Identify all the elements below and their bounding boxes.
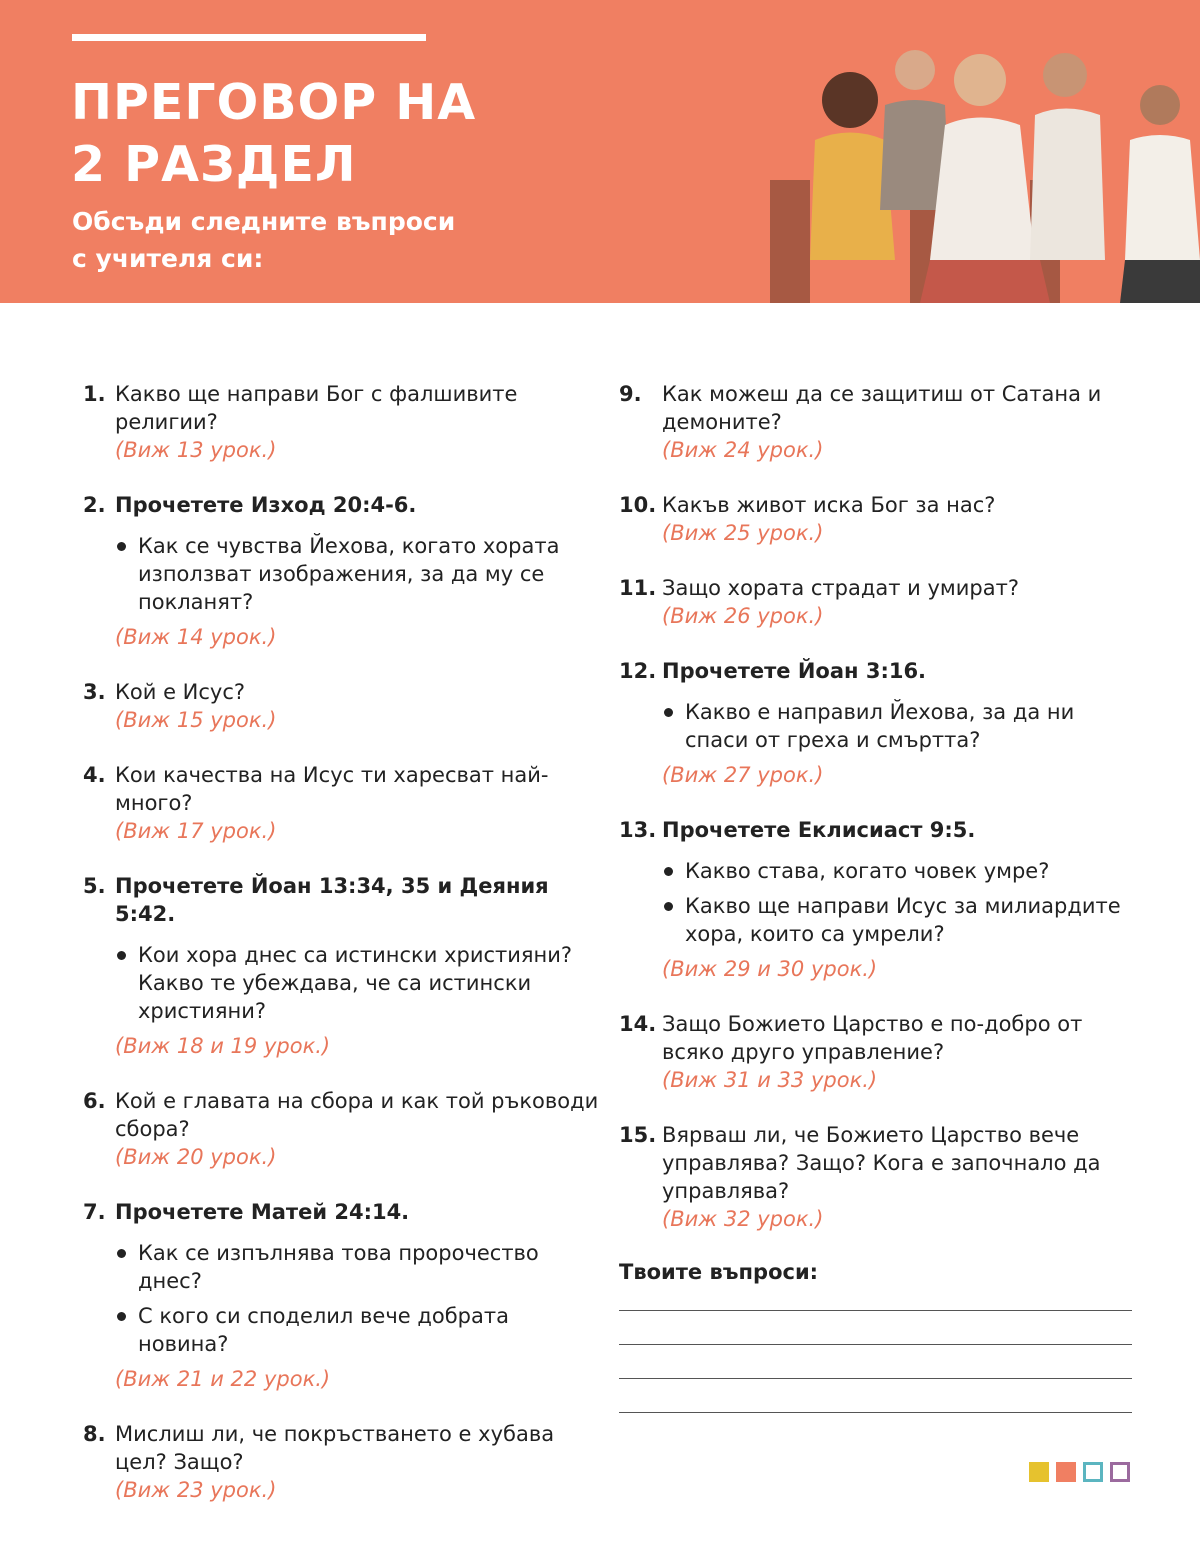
question-item bbox=[619, 380, 1139, 464]
question-text: Кои качества на Исус ти харесват най-много? bbox=[115, 763, 549, 815]
question-number: 15. bbox=[619, 1123, 657, 1147]
question-number: 14. bbox=[619, 1012, 657, 1036]
question-text: Прочетете Матей 24:14. bbox=[115, 1200, 410, 1224]
question-number: 1. bbox=[83, 382, 106, 406]
bullet-list bbox=[662, 698, 1139, 754]
question-item bbox=[83, 491, 603, 651]
question-text: Прочетете Йоан 3:16. bbox=[662, 659, 927, 683]
question-body bbox=[115, 678, 603, 734]
square-outline-purple bbox=[1110, 1462, 1130, 1482]
question-item bbox=[83, 761, 603, 845]
question-text: Какъв живот иска Бог за нас? bbox=[662, 493, 996, 517]
question-item bbox=[619, 816, 1139, 983]
question-number: 12. bbox=[619, 659, 657, 683]
question-body bbox=[115, 380, 603, 464]
question-number: 3. bbox=[83, 680, 106, 704]
question-item bbox=[83, 1087, 603, 1171]
question-number: 7. bbox=[83, 1200, 106, 1224]
question-body bbox=[662, 380, 1139, 464]
lesson-reference: (Виж 14 урок.) bbox=[115, 625, 277, 649]
question-item bbox=[83, 1420, 603, 1504]
title-line-2: 2 РАЗДЕЛ bbox=[71, 136, 357, 193]
subtitle-line-1: Обсъди следните въпроси bbox=[72, 207, 456, 236]
question-body bbox=[115, 1198, 603, 1393]
question-item bbox=[83, 872, 603, 1060]
question-body bbox=[662, 657, 1139, 789]
lesson-reference: (Виж 29 и 30 урок.) bbox=[662, 957, 878, 981]
question-text: Кой е главата на сбора и как той ръководи сбора? bbox=[115, 1089, 599, 1141]
question-number: 6. bbox=[83, 1089, 106, 1113]
question-body bbox=[662, 574, 1139, 630]
question-body bbox=[115, 761, 603, 845]
bullet-item: Какво ще направи Исус за милиардите хора, които са умрели? bbox=[662, 892, 1139, 948]
question-text: Защо хората страдат и умират? bbox=[662, 576, 1019, 600]
question-body bbox=[662, 1121, 1139, 1233]
lesson-reference: (Виж 23 урок.) bbox=[115, 1478, 277, 1502]
question-body bbox=[662, 1010, 1139, 1094]
lesson-reference: (Виж 20 урок.) bbox=[115, 1145, 277, 1169]
question-number: 9. bbox=[619, 382, 642, 406]
square-filled-orange bbox=[1056, 1462, 1076, 1482]
question-item bbox=[83, 380, 603, 464]
header-rule bbox=[72, 34, 426, 41]
question-item bbox=[619, 1121, 1139, 1233]
bullet-list bbox=[115, 941, 603, 1025]
lesson-reference: (Виж 17 урок.) bbox=[115, 819, 277, 843]
question-body bbox=[662, 491, 1139, 547]
bullet-item: Как се чувства Йехова, когато хората използват изображения, за да му се покланят? bbox=[115, 532, 603, 616]
square-filled-yellow bbox=[1029, 1462, 1049, 1482]
question-text: Как можеш да се защитиш от Сатана и демоните? bbox=[662, 382, 1102, 434]
question-item bbox=[83, 678, 603, 734]
header-banner bbox=[0, 0, 1200, 303]
question-item bbox=[619, 1010, 1139, 1094]
question-text: Прочетете Йоан 13:34, 35 и Деяния 5:42. bbox=[115, 874, 549, 926]
question-number: 10. bbox=[619, 493, 657, 517]
lesson-reference: (Виж 31 и 33 урок.) bbox=[662, 1068, 878, 1092]
question-text: Какво ще направи Бог с фалшивите религии? bbox=[115, 382, 518, 434]
question-text: Защо Божието Царство е по-добро от всяко друго управление? bbox=[662, 1012, 1083, 1064]
bullet-item: Какво става, когато човек умре? bbox=[662, 857, 1139, 885]
questions-right-column bbox=[619, 380, 1139, 1413]
question-body bbox=[115, 872, 603, 1060]
question-item bbox=[83, 1198, 603, 1393]
bullet-item: Какво е направил Йехова, за да ни спаси от греха и смъртта? bbox=[662, 698, 1139, 754]
question-body bbox=[662, 816, 1139, 983]
people-illustration bbox=[760, 30, 1200, 303]
bullet-item: С кого си споделил вече добрата новина? bbox=[115, 1302, 603, 1358]
questions-left-column bbox=[83, 380, 603, 1531]
question-text: Прочетете Изход 20:4-6. bbox=[115, 493, 417, 517]
question-item bbox=[619, 574, 1139, 630]
bullet-item: Как се изпълнява това пророчество днес? bbox=[115, 1239, 603, 1295]
lesson-reference: (Виж 13 урок.) bbox=[115, 438, 277, 462]
answer-line[interactable] bbox=[619, 1310, 1132, 1311]
lesson-reference: (Виж 32 урок.) bbox=[662, 1207, 824, 1231]
answer-line[interactable] bbox=[619, 1344, 1132, 1345]
question-text: Вярваш ли, че Божието Царство вече управлява? Защо? Кога е започнало да управлява? bbox=[662, 1123, 1101, 1203]
lesson-reference: (Виж 21 и 22 урок.) bbox=[115, 1367, 331, 1391]
question-number: 11. bbox=[619, 576, 657, 600]
your-questions-label: Твоите въпроси: bbox=[619, 1260, 819, 1284]
lesson-reference: (Виж 15 урок.) bbox=[115, 708, 277, 732]
answer-line[interactable] bbox=[619, 1412, 1132, 1413]
title-line-1: ПРЕГОВОР НА bbox=[71, 74, 477, 131]
bullet-list bbox=[662, 857, 1139, 948]
section-indicator bbox=[1029, 1462, 1130, 1482]
lesson-reference: (Виж 27 урок.) bbox=[662, 763, 824, 787]
page-title bbox=[71, 72, 476, 196]
question-text: Кой е Исус? bbox=[115, 680, 246, 704]
question-number: 13. bbox=[619, 818, 657, 842]
bullet-item: Кои хора днес са истински християни? Какво те убеждава, че са истински християни? bbox=[115, 941, 603, 1025]
question-body bbox=[115, 491, 603, 651]
question-text: Прочетете Еклисиаст 9:5. bbox=[662, 818, 976, 842]
bullet-list bbox=[115, 1239, 603, 1358]
lesson-reference: (Виж 25 урок.) bbox=[662, 521, 824, 545]
answer-line[interactable] bbox=[619, 1378, 1132, 1379]
lesson-reference: (Виж 24 урок.) bbox=[662, 438, 824, 462]
question-number: 2. bbox=[83, 493, 106, 517]
question-item bbox=[619, 657, 1139, 789]
question-item bbox=[619, 491, 1139, 547]
question-number: 4. bbox=[83, 763, 106, 787]
question-number: 5. bbox=[83, 874, 106, 898]
bullet-list bbox=[115, 532, 603, 616]
subtitle-line-2: с учителя си: bbox=[72, 244, 264, 273]
question-body bbox=[115, 1087, 603, 1171]
question-number: 8. bbox=[83, 1422, 106, 1446]
page-subtitle bbox=[72, 203, 455, 277]
square-outline-teal bbox=[1083, 1462, 1103, 1482]
lesson-reference: (Виж 18 и 19 урок.) bbox=[115, 1034, 331, 1058]
lesson-reference: (Виж 26 урок.) bbox=[662, 604, 824, 628]
question-body bbox=[115, 1420, 603, 1504]
question-text: Мислиш ли, че покръстването е хубава цел? Защо? bbox=[115, 1422, 555, 1474]
